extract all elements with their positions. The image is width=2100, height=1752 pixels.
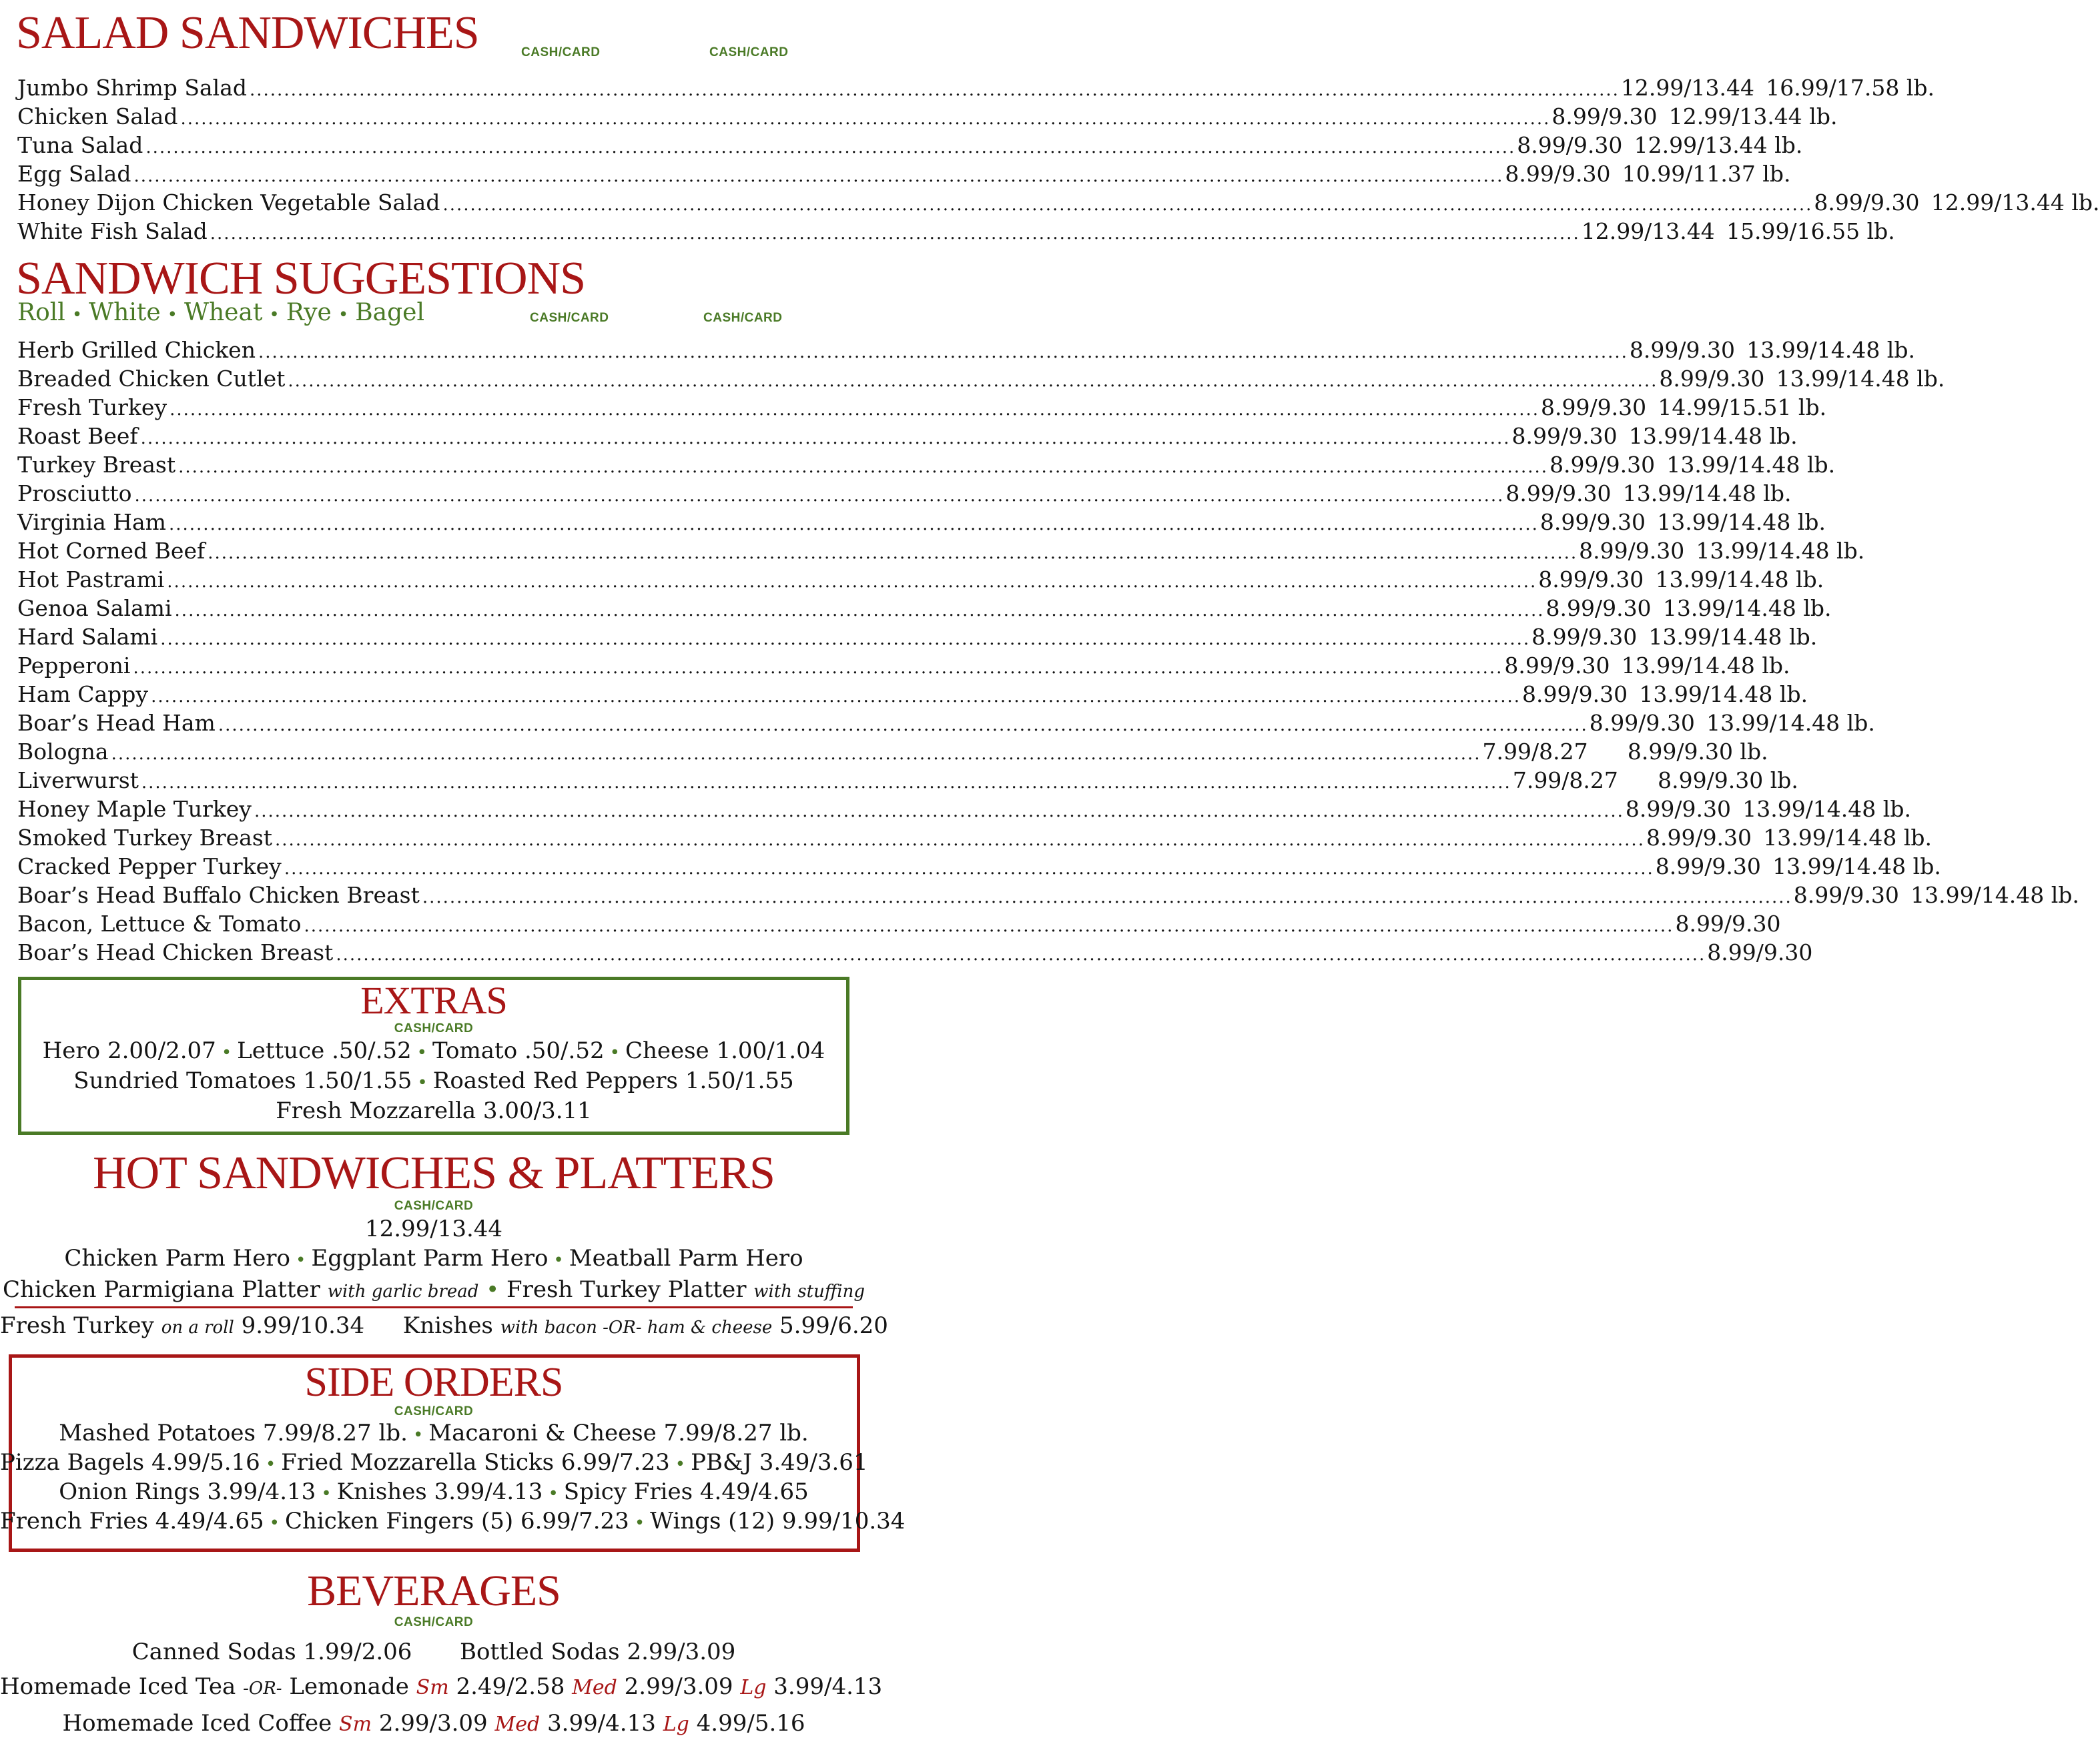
item-price-lb: 10.99/11.37 lb.	[1622, 161, 1791, 187]
menu-row	[17, 622, 1818, 651]
line-item-price: 1.50/1.55	[685, 1067, 794, 1094]
item-price: 12.99/13.44	[1620, 75, 1754, 101]
turkey-roll-price: 9.99/10.34	[241, 1312, 365, 1339]
bread-option: Wheat	[184, 299, 263, 326]
line-item-name: Lettuce	[237, 1037, 325, 1064]
bullet: •	[609, 1043, 620, 1063]
hero-item: Meatball Parm Hero	[569, 1245, 803, 1272]
leader-dots	[218, 711, 1588, 740]
line-item-price: 4.49/4.65	[699, 1478, 809, 1505]
leader-dots	[275, 826, 1645, 855]
menu-row	[17, 852, 1941, 881]
leader-dots	[288, 367, 1658, 396]
bottled-sodas-price: 2.99/3.09	[627, 1639, 736, 1665]
menu-row	[17, 422, 1798, 450]
item-price-lb: 13.99/14.48 lb.	[1742, 796, 1911, 822]
item-price-lb: 12.99/13.44 lb.	[1634, 132, 1803, 158]
price-line	[0, 1067, 867, 1097]
item-name: Tuna Salad	[17, 132, 143, 158]
hot-price: 12.99/13.44	[364, 1216, 503, 1242]
menu-row	[17, 450, 1836, 479]
item-price-lb: 12.99/13.44 lb.	[1931, 189, 2100, 215]
line-item-name: Fried Mozzarella Sticks	[281, 1449, 555, 1476]
leader-dots	[141, 769, 1511, 797]
turkey-roll-note: on a roll	[161, 1318, 234, 1338]
item-price-lb: 13.99/14.48 lb.	[1706, 710, 1875, 736]
item-price: 8.99/9.30	[1793, 882, 1899, 908]
suggestions-list	[17, 336, 2079, 967]
menu-row	[17, 102, 1838, 131]
leader-dots	[258, 338, 1628, 367]
leader-dots	[422, 883, 1792, 912]
knishes-hot-price: 5.99/6.20	[779, 1312, 888, 1339]
price-line	[0, 1097, 867, 1125]
item-price-lb: 15.99/16.55 lb.	[1726, 218, 1895, 244]
item-price: 8.99/9.30	[1579, 538, 1685, 564]
item-price: 8.99/9.30	[1505, 161, 1611, 187]
hero-item: Eggplant Parm Hero	[311, 1245, 549, 1272]
item-name: Genoa Salami	[17, 595, 172, 621]
item-price: 8.99/9.30	[1551, 103, 1658, 129]
item-price-lb: 13.99/14.48 lb.	[1648, 624, 1818, 650]
line-item-price: 3.99/4.13	[434, 1478, 543, 1505]
item-price: 8.99/9.30	[1589, 710, 1695, 736]
iced-coffee: Homemade Iced Coffee	[62, 1710, 332, 1737]
line-item-name: Hero	[42, 1037, 101, 1064]
price-line	[0, 1449, 867, 1478]
line-item-name: Fresh Mozzarella	[276, 1098, 476, 1124]
menu-row	[17, 364, 1945, 393]
sides-section	[0, 1360, 906, 1537]
hot-platters	[0, 1275, 867, 1306]
price-line	[0, 1508, 906, 1537]
iced-coffee-line	[0, 1706, 867, 1742]
suggestions-col1-head: CASH/CARD	[530, 311, 609, 325]
platter-fresh-turkey: Fresh Turkey Platter	[506, 1276, 747, 1303]
leader-dots	[210, 220, 1580, 248]
price-line	[0, 1037, 867, 1067]
bullet: •	[167, 305, 178, 325]
menu-row	[17, 565, 1824, 594]
item-name: Honey Dijon Chicken Vegetable Salad	[17, 189, 440, 215]
item-name: Bacon, Lettuce & Tomato	[17, 911, 302, 937]
hot-head: CASH/CARD	[394, 1199, 474, 1213]
line-item-name: French Fries	[0, 1508, 148, 1535]
salad-title: SALAD SANDWICHES	[16, 7, 479, 59]
suggestions-title: SANDWICH SUGGESTIONS	[16, 253, 586, 304]
item-name: Smoked Turkey Breast	[17, 825, 273, 851]
menu-row	[17, 680, 1808, 709]
item-name: Hot Pastrami	[17, 566, 165, 592]
line-item-name: Wings (12)	[650, 1508, 775, 1535]
menu-row	[17, 881, 2079, 909]
item-name: Pepperoni	[17, 652, 131, 679]
bread-option: Roll	[17, 299, 65, 326]
item-price-lb: 13.99/14.48 lb.	[1621, 652, 1790, 679]
extras-title: EXTRAS	[360, 979, 507, 1022]
item-price: 12.99/13.44	[1581, 218, 1715, 244]
item-name: Jumbo Shrimp Salad	[17, 75, 247, 101]
menu-row	[17, 795, 1911, 823]
extras-lines	[0, 1037, 867, 1125]
line-item-price: .50/.52	[332, 1037, 412, 1064]
item-name: Liverwurst	[17, 767, 139, 793]
knishes-hot-note: with bacon -OR- ham & cheese	[500, 1318, 773, 1338]
menu-row	[17, 159, 1791, 188]
item-price: 8.99/9.30	[1707, 939, 1813, 965]
leader-dots	[169, 396, 1539, 424]
item-price-lb: 14.99/15.51 lb.	[1658, 394, 1827, 420]
line-item-name: Macaroni & Cheese	[428, 1420, 657, 1446]
leader-dots	[151, 683, 1521, 711]
menu-row	[17, 131, 1803, 159]
leader-dots	[250, 76, 1620, 105]
tea-sizes	[416, 1673, 883, 1700]
size-price: 4.99/5.16	[696, 1710, 805, 1737]
hot-section	[0, 1149, 867, 1306]
leader-dots	[145, 133, 1515, 162]
lemonade: Lemonade	[289, 1673, 409, 1700]
line-item-price: 1.50/1.55	[303, 1067, 412, 1094]
knishes-hot: Knishes	[402, 1312, 493, 1339]
item-name: Hard Salami	[17, 624, 158, 650]
item-name: Boar’s Head Buffalo Chicken Breast	[17, 882, 420, 908]
platter-chicken-parm-note: with garlic bread	[327, 1282, 479, 1302]
item-price-lb: 8.99/9.30 lb.	[1658, 767, 1798, 793]
bread-option: Rye	[286, 299, 332, 326]
leader-dots	[167, 568, 1537, 596]
item-name: Bologna	[17, 739, 109, 765]
item-price-lb: 12.99/13.44 lb.	[1668, 103, 1838, 129]
bullet: •	[548, 1484, 559, 1504]
item-price-lb: 16.99/17.58 lb.	[1766, 75, 1935, 101]
price-line	[0, 1420, 867, 1449]
item-price: 8.99/9.30	[1675, 911, 1781, 937]
canned-sodas-price: 1.99/2.06	[303, 1639, 412, 1665]
item-price-lb: 13.99/14.48 lb.	[1622, 480, 1792, 506]
size-label: Sm	[416, 1676, 449, 1699]
line-item-price: 3.49/3.61	[759, 1449, 868, 1476]
menu-row	[17, 823, 1933, 852]
item-price: 8.99/9.30	[1545, 595, 1652, 621]
item-price: 8.99/9.30	[1504, 652, 1610, 679]
menu-row	[17, 594, 1832, 622]
bullet: •	[634, 1513, 645, 1533]
platter-fresh-turkey-note: with stuffing	[753, 1282, 865, 1302]
menu-row	[17, 508, 1826, 536]
line-item-name: Mashed Potatoes	[59, 1420, 256, 1446]
price-line	[0, 1478, 867, 1508]
line-item-name: Sundried Tomatoes	[73, 1067, 296, 1094]
item-name: Breaded Chicken Cutlet	[17, 366, 286, 392]
bullet: •	[269, 305, 280, 325]
line-item-price: 1.00/1.04	[716, 1037, 825, 1064]
line-item-price: 2.00/2.07	[107, 1037, 216, 1064]
item-price: 8.99/9.30	[1505, 480, 1612, 506]
line-item-name: Knishes	[336, 1478, 427, 1505]
line-item-name: Onion Rings	[59, 1478, 200, 1505]
line-item-price: 7.99/8.27 lb.	[663, 1420, 809, 1446]
size-price: 2.99/3.09	[624, 1673, 733, 1700]
bread-option: Bagel	[355, 299, 424, 326]
bullet: •	[265, 1454, 276, 1474]
menu-row	[17, 479, 1792, 508]
item-price: 8.99/9.30	[1522, 681, 1628, 707]
item-price: 8.99/9.30	[1629, 337, 1735, 363]
bullet: •	[553, 1250, 564, 1270]
line-item-name: Cheese	[625, 1037, 709, 1064]
item-price: 8.99/9.30	[1517, 132, 1623, 158]
extras-head: CASH/CARD	[394, 1021, 474, 1035]
turkey-roll: Fresh Turkey	[0, 1312, 154, 1339]
hot-divider	[15, 1306, 853, 1308]
leader-dots	[442, 191, 1812, 220]
bottled-sodas: Bottled Sodas	[460, 1639, 620, 1665]
sides-lines	[0, 1420, 906, 1537]
item-name: Hot Corned Beef	[17, 538, 206, 564]
item-price: 8.99/9.30	[1814, 189, 1920, 215]
item-name: Boar’s Head Chicken Breast	[17, 939, 334, 965]
size-price: 3.99/4.13	[773, 1673, 883, 1700]
sides-title: SIDE ORDERS	[304, 1360, 563, 1405]
item-name: White Fish Salad	[17, 218, 208, 244]
bullet: •	[321, 1484, 332, 1504]
item-price: 7.99/8.27	[1512, 767, 1618, 793]
leader-dots	[141, 424, 1511, 453]
item-price-lb: 13.99/14.48 lb.	[1776, 366, 1945, 392]
beverages-title: BEVERAGES	[307, 1567, 561, 1615]
size-label: Med	[572, 1676, 617, 1699]
menu-row	[17, 217, 1895, 246]
item-name: Virginia Ham	[17, 509, 166, 535]
line-item-price: 6.99/7.23	[561, 1449, 670, 1476]
item-price-lb: 13.99/14.48 lb.	[1772, 853, 1941, 879]
line-item-name: Spicy Fries	[563, 1478, 693, 1505]
bullet: •	[221, 1043, 232, 1063]
coffee-sizes	[339, 1710, 805, 1737]
item-price-lb: 13.99/14.48 lb.	[1662, 595, 1832, 621]
extras-section	[0, 981, 867, 1125]
iced-tea: Homemade Iced Tea	[0, 1673, 236, 1700]
leader-dots	[133, 162, 1503, 191]
line-item-price: .50/.52	[524, 1037, 605, 1064]
size-label: Lg	[740, 1676, 767, 1699]
item-name: Turkey Breast	[17, 452, 176, 478]
menu-row	[17, 73, 1935, 102]
bullet: •	[296, 1250, 306, 1270]
item-price-lb: 13.99/14.48 lb.	[1628, 423, 1798, 449]
item-price-lb: 13.99/14.48 lb.	[1657, 509, 1826, 535]
size-price: 3.99/4.13	[547, 1710, 656, 1737]
leader-dots	[178, 453, 1548, 482]
leader-dots	[254, 797, 1624, 826]
bullet: •	[412, 1425, 424, 1445]
item-price: 8.99/9.30	[1511, 423, 1618, 449]
line-item-price: 9.99/10.34	[781, 1508, 906, 1535]
item-price-lb: 8.99/9.30 lb.	[1627, 739, 1768, 765]
menu-row	[17, 651, 1790, 680]
item-name: Fresh Turkey	[17, 394, 167, 420]
leader-dots	[169, 510, 1539, 539]
line-item-name: Roasted Red Peppers	[432, 1067, 678, 1094]
item-price: 8.99/9.30	[1646, 825, 1752, 851]
line-item-name: Tomato	[432, 1037, 518, 1064]
item-price: 8.99/9.30	[1538, 566, 1644, 592]
leader-dots	[180, 105, 1550, 133]
leader-dots	[134, 482, 1504, 510]
beverages-section	[0, 1567, 883, 1742]
leader-dots	[336, 941, 1706, 969]
item-price-lb: 13.99/14.48 lb.	[1763, 825, 1933, 851]
item-price: 8.99/9.30	[1531, 624, 1638, 650]
beverages-head: CASH/CARD	[394, 1615, 474, 1629]
item-name: Boar’s Head Ham	[17, 710, 216, 736]
bread-option: White	[89, 299, 161, 326]
item-price: 8.99/9.30	[1539, 509, 1646, 535]
sodas-line	[0, 1635, 867, 1669]
size-label: Med	[494, 1713, 541, 1736]
item-price-lb: 13.99/14.48 lb.	[1910, 882, 2079, 908]
menu-row	[17, 336, 1915, 364]
hot-extra-line	[0, 1310, 888, 1343]
size-label: Sm	[339, 1713, 372, 1736]
leader-dots	[208, 539, 1578, 568]
item-price-lb: 13.99/14.48 lb.	[1666, 452, 1836, 478]
size-price: 2.99/3.09	[378, 1710, 488, 1737]
bullet: •	[338, 305, 349, 325]
leader-dots	[284, 855, 1654, 883]
bullet: •	[675, 1454, 686, 1474]
hot-title: HOT SANDWICHES & PLATTERS	[93, 1148, 775, 1199]
menu-row	[17, 393, 1827, 422]
item-price: 8.99/9.30	[1549, 452, 1656, 478]
bullet: •	[486, 1276, 500, 1303]
menu-row	[17, 909, 1781, 938]
item-price: 8.99/9.30	[1655, 853, 1761, 879]
line-item-name: PB&J	[691, 1449, 752, 1476]
hot-heroes	[0, 1244, 867, 1275]
line-item-price: 3.00/3.11	[482, 1098, 592, 1124]
line-item-name: Chicken Fingers (5)	[284, 1508, 514, 1535]
suggestions-col2-head: CASH/CARD	[703, 311, 783, 325]
line-item-price: 4.49/4.65	[155, 1508, 264, 1535]
item-price: 7.99/8.27	[1482, 739, 1588, 765]
hero-item: Chicken Parm Hero	[64, 1245, 291, 1272]
salad-col2-head: CASH/CARD	[709, 45, 789, 59]
canned-sodas: Canned Sodas	[131, 1639, 296, 1665]
line-item-price: 4.99/5.16	[151, 1449, 260, 1476]
menu-row	[17, 737, 1768, 766]
iced-tea-line	[0, 1669, 883, 1706]
line-item-price: 3.99/4.13	[207, 1478, 316, 1505]
menu-row	[17, 709, 1875, 737]
leader-dots	[175, 596, 1545, 625]
item-name: Egg Salad	[17, 161, 131, 187]
size-label: Lg	[663, 1713, 689, 1736]
item-price: 8.99/9.30	[1541, 394, 1647, 420]
line-item-price: 6.99/7.23	[520, 1508, 629, 1535]
item-price-lb: 13.99/14.48 lb.	[1655, 566, 1824, 592]
item-name: Herb Grilled Chicken	[17, 337, 256, 363]
item-name: Prosciutto	[17, 480, 132, 506]
bullet: •	[416, 1043, 428, 1063]
sides-head: CASH/CARD	[394, 1404, 474, 1418]
platter-chicken-parm: Chicken Parmigiana Platter	[3, 1276, 320, 1303]
item-name: Honey Maple Turkey	[17, 796, 252, 822]
item-price: 8.99/9.30	[1625, 796, 1731, 822]
salad-col1-head: CASH/CARD	[521, 45, 601, 59]
item-price-lb: 13.99/14.48 lb.	[1696, 538, 1865, 564]
item-name: Chicken Salad	[17, 103, 178, 129]
leader-dots	[133, 654, 1503, 683]
menu-row	[17, 536, 1865, 565]
item-name: Ham Cappy	[17, 681, 149, 707]
bullet: •	[269, 1513, 280, 1533]
bullet: •	[417, 1073, 428, 1093]
item-name: Roast Beef	[17, 423, 138, 449]
menu-row	[17, 938, 1813, 967]
menu-row	[17, 766, 1798, 795]
bread-options	[17, 299, 424, 326]
item-name: Cracked Pepper Turkey	[17, 853, 282, 879]
leader-dots	[111, 740, 1481, 769]
item-price-lb: 13.99/14.48 lb.	[1639, 681, 1808, 707]
tea-or: -OR-	[243, 1679, 282, 1699]
item-price-lb: 13.99/14.48 lb.	[1746, 337, 1915, 363]
leader-dots	[304, 912, 1674, 941]
line-item-price: 7.99/8.27 lb.	[262, 1420, 408, 1446]
bullet: •	[71, 305, 83, 325]
size-price: 2.49/2.58	[456, 1673, 565, 1700]
leader-dots	[160, 625, 1530, 654]
menu-row	[17, 188, 2100, 217]
item-price: 8.99/9.30	[1659, 366, 1765, 392]
line-item-name: Pizza Bagels	[0, 1449, 145, 1476]
salad-list	[17, 73, 2100, 246]
